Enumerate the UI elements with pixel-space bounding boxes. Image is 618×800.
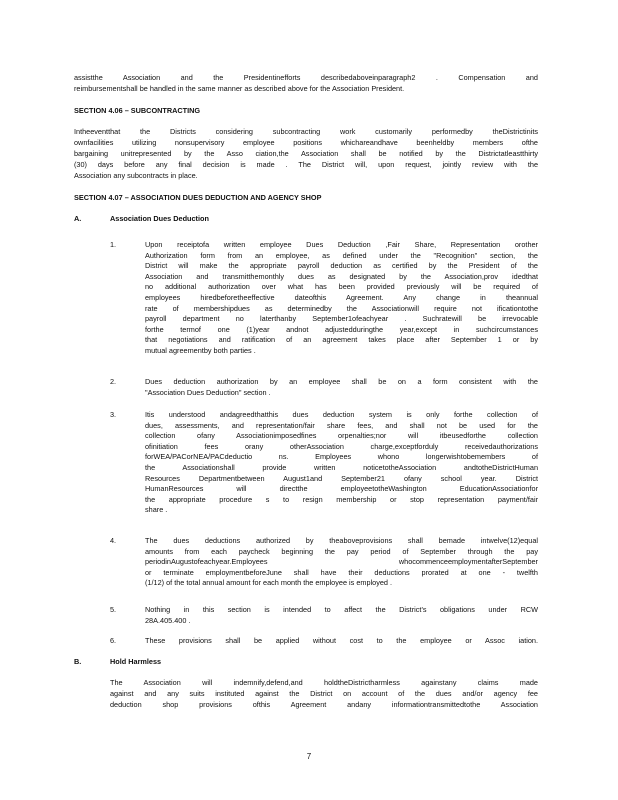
list-item-line: the Associationshall provide written noticetotheAssociation andtotheDistrictHuman: [145, 463, 538, 472]
list-item-line: no additional authorization over what has been provided previously will be required of: [145, 282, 538, 292]
list-item-line: ofinitiation fees orany otherAssociation charge,exceptforduly receivedauthorizations: [145, 441, 538, 451]
section-heading-407: SECTION 4.07 – ASSOCIATION DUES DEDUCTION AND AGENCY SHOP: [74, 193, 322, 202]
text-line: Association any subcontracts in place.: [74, 171, 198, 180]
list-item-line: Upon receiptofa written employee Dues Deduction ,Fair Share, Representation orother: [145, 240, 538, 249]
list-item-line: mutual agreementby both parties .: [145, 346, 256, 355]
list-item-line: Association and transmitthemonthly dues as designated by the Association,prov idedthat: [145, 271, 538, 281]
text-line: reimbursementshall be handled in the same manner as described above for the Association President.: [74, 84, 405, 93]
list-item-number: 3.: [110, 410, 117, 419]
text-line: against and any suits instituted against the District on account of the dues and/or agency fee: [110, 689, 538, 698]
list-item-line: forthe termof one (1)year andnot adjustedduringthe year,except in suchcircumstances: [145, 324, 538, 334]
list-item-line: The dues deductions authorized by theaboveprovisions shall bemade intwelve(12)equal: [145, 536, 538, 545]
list-item-line: amounts from each paycheck beginning the pay period of September through the pay: [145, 546, 538, 556]
list-item-line: District will make the appropriate payroll deduction as certified by the President of the: [145, 261, 538, 271]
list-item-number: 2.: [110, 377, 117, 386]
list-item-line: These provisions shall be applied without cost to the employee or Assoc iation.: [145, 636, 538, 645]
list-item-line: employees hiredbeforetheeffective dateofthis Agreement. Any change in theannual: [145, 293, 538, 302]
list-item-line: HumanResources will directthe employeetotheWashington EducationAssociationfor: [145, 484, 538, 494]
section-heading-406: SECTION 4.06 – SUBCONTRACTING: [74, 106, 201, 115]
list-item-line: Authorization form from an employee, as defined under the "Recognition" section, the: [145, 250, 538, 260]
list-item-line: "Association Dues Deduction" section .: [145, 387, 271, 397]
subsection-title: Hold Harmless: [110, 657, 162, 666]
subsection-title: Association Dues Deduction: [110, 214, 209, 223]
text-line: ownfacilities utilizing nonsupervisory employee positions whichareandhave beenheldby members ofthe: [74, 138, 538, 147]
list-item-line: Resources Departmentbetween August1and September21 ofany school year. District: [145, 473, 538, 483]
list-item-line: forWEA/PACorNEA/PACdeductio ns. Employees whono longerwishtobemembers of: [145, 452, 538, 462]
list-item-line: rate of membershipdues as determinedby the Associationwill require not ificationtothe: [145, 303, 538, 313]
list-item-line: that negotiations and ratification of an agreement takes place after September 1 or by: [145, 335, 538, 345]
list-item-number: 4.: [110, 536, 117, 545]
list-item-line: the appropriate procedure s to resign membership or stop representation payment/fair: [145, 494, 538, 504]
list-item-line: dues, assessments, and representation/fair share fees, and shall not be used for the: [145, 420, 538, 430]
list-item-line: periodinAugustofeachyear.Employees whocommenceemploymentafterSeptember: [145, 557, 538, 567]
text-line: bargaining unitrepresented by the Asso ciation,the Association shall be notified by the Districtatleastthirty: [74, 149, 538, 158]
list-item-line: (1/12) of the total annual amount for each month the employee is employed .: [145, 578, 393, 588]
list-item-line: or terminate employmentbeforeJune shall have their deductions prorated at one - twelfth: [145, 567, 538, 577]
subsection-letter: A.: [74, 214, 82, 223]
subsection-letter: B.: [74, 657, 82, 666]
list-item-line: Nothing in this section is intended to affect the District's obligations under RCW: [145, 605, 538, 614]
list-item-line: Itis understood andagreedthatthis dues deduction system is only forthe collection of: [145, 410, 538, 419]
page-number: 7: [306, 752, 312, 761]
text-line: deduction shop provisions ofthis Agreement andany informationtransmittedtothe Association: [110, 700, 538, 709]
text-line: (30) days before any final decision is made . The District will, upon request, jointly review with the: [74, 160, 538, 169]
text-line: Intheeventthat the Districts considering subcontracting work customarily performedby theDistrictinits: [74, 127, 538, 136]
text-line: The Association will indemnify,defend,and holdtheDistrictharmless againstany claims made: [110, 678, 538, 687]
list-item-number: 5.: [110, 605, 117, 614]
list-item-line: 28A.405.400 .: [145, 615, 191, 625]
list-item-line: Dues deduction authorization by an employee shall be on a form consistent with the: [145, 377, 538, 386]
list-item-line: share .: [145, 505, 168, 515]
list-item-line: payroll department no laterthanby September1ofeachyear . Suchratewill be irrevocable: [145, 314, 538, 324]
text-line: assistthe Association and the Presidentinefforts describedaboveinparagraph2 . Compensation and: [74, 73, 538, 82]
list-item-line: collection ofany Associationimposedfines orpenalties;nor will itbeusedforthe collection: [145, 431, 538, 441]
list-item-number: 6.: [110, 636, 117, 645]
list-item-number: 1.: [110, 240, 117, 249]
